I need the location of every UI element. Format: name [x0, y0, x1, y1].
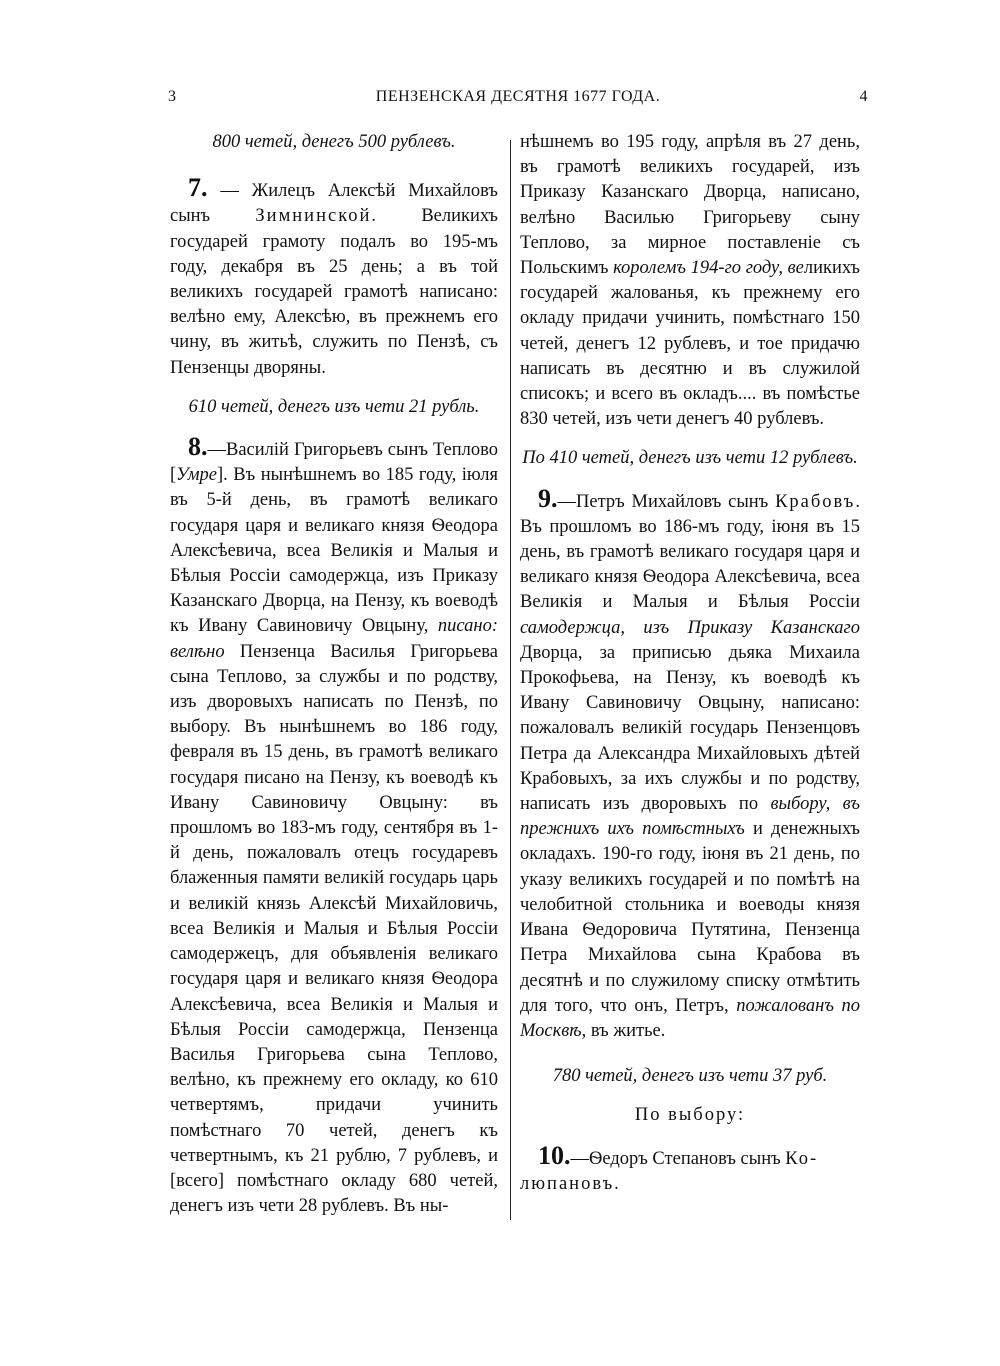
entry-8: [170, 434, 498, 1219]
spacer: [520, 432, 860, 446]
entry-8-continuation: [520, 130, 860, 432]
entry-9-text-d: и денежныхъ окладахъ. 190-го году, іюня въ 21 день, по указу великихъ государей и по помѣтѣ на челобитной стольника и воеводы князя Ивана Ѳедоровича Путятина, Пензенца Петра Михайлова сына Крабова въ десятнѣ и по служилому списку отмѣтить для того, что онъ, Петръ,: [520, 819, 860, 1016]
entry-9-italic-2: выбору, въ прежнихъ ихъ помѣстныхъ: [520, 794, 860, 840]
entry-8-text-a: —Василій Григорьевъ сынъ Теплово [: [170, 440, 498, 486]
spacer: [170, 420, 498, 434]
continuation-italic: королемъ 194-го году, ве: [613, 258, 804, 279]
continuation-text-a: нѣшнемъ во 195 году, апрѣля въ 27 день, въ грамотѣ великихъ государей, изъ Приказу Казанскаго Дворца, написано, велѣно Василью Григорьеву сыну Теплово, за мирное поставленіе съ Польскимъ: [520, 132, 860, 279]
entry-10-surname-part-1: Ко-: [785, 1148, 819, 1169]
spacer: [520, 472, 860, 486]
entry-7: [170, 175, 498, 381]
entry-8-pisano: писано: велѣно: [170, 616, 498, 662]
spacer: [520, 1044, 860, 1064]
entry-9-text-a: —Петръ Михайловъ сынъ: [557, 491, 776, 512]
entry-8-text-b: ]. Въ нынѣшнемъ во 185 году, іюля въ 5-й день, въ грамотѣ великаго государя царя и великаго князя Ѳеодора Алексѣевича, всеа Великія и Малыя и Бѣлыя Россіи самодержца, изъ Приказу Казанскаго Дворца, на Пензу, къ воеводѣ къ Ивану Савиновичу Овцыну,: [170, 465, 498, 637]
po-vyboru-heading: По выбору:: [634, 1105, 746, 1126]
entry-10-number: 10.: [538, 1140, 571, 1170]
running-title: ПЕНЗЕНСКАЯ ДЕСЯТНЯ 1677 ГОДА.: [375, 88, 661, 105]
entry-8-text-c: Пензенца Василья Григорьева сына Теплово, за службы и по родству, изъ дворовыхъ написать по Пензѣ, по выбору. Въ нынѣшнемъ во 186 году, февраля въ 15 день, въ грамотѣ великаго государя писано на Пензу, къ воеводѣ къ Ивану Савиновичу Овцыну: въ прошломъ во 183-мъ году, сентября въ 1-й день, пожаловалъ отецъ государевъ блаженныя памяти великій государь царь и великій князь Алексѣй Михайловичь, всеа Великія и Малыя и Бѣлыя Россіи самодержецъ, для объявленія великаго государя царя и великаго князя Ѳеодора Алексѣевича, всеа Великія и Малыя и Бѣлыя Россіи самодержца, Пензенца Василья Григорьева сына Теплово, велѣно, къ прежнему его окладу, ко 610 четвертямъ, придачи учинить помѣстнаго 70 четей, денегъ къ четвертнымъ, къ 21 рублю, 7 рублевъ, и [всего] помѣстнаго окладу 680 четей, денегъ изъ чети 28 рублевъ. Въ ны-: [170, 641, 498, 1217]
entry-7-text-b: . Великихъ государей грамоту подалъ во 195-мъ году, декабря въ 25 день; а въ той великихъ государей грамотѣ написано: велѣно ему, Алексѣю, въ прежнемъ его чину, въ житьѣ, служить по Пензѣ, съ Пензенцы дворяны.: [170, 206, 499, 378]
column-divider: [510, 140, 511, 1220]
entry-9-number: 9.: [538, 483, 558, 513]
entry-10-surname-part-2: люпановъ: [520, 1173, 615, 1194]
entry-9-italic-3: пожалованъ по Москвѣ: [520, 995, 860, 1041]
page-header: [168, 88, 868, 114]
spacer: [520, 1089, 860, 1103]
entry-9-text-c: Дворца, за приписью дьяка Михаила Прокофьева, на Пензу, къ воеводѣ къ Ивану Савиновичу Овцыну, написано: пожаловалъ великій государь Пензенцовъ Петра да Александра Михайловыхъ дѣтей Крабовыхъ, за ихъ службы и по родству, написать изъ дворовыхъ по: [520, 642, 860, 815]
page-number-right: 4: [859, 88, 868, 105]
entry-8-umre: Умре: [176, 465, 217, 486]
page-number-left: 3: [168, 88, 177, 105]
entry-8-number: 8.: [188, 432, 208, 462]
spacer: [520, 1129, 860, 1143]
heading-410-chetey: По 410 четей, денегъ изъ чети 12 рублевъ.: [522, 448, 858, 469]
spacer: [170, 155, 498, 175]
entry-9-italic-1: самодержца, изъ Приказу Казанскаго: [520, 617, 860, 638]
entry-10: [520, 1140, 860, 1197]
entry-10-end: .: [614, 1173, 619, 1194]
entry-7-text-a: — Жилецъ Алексѣй Михайловъ сынъ: [170, 181, 498, 227]
entry-9-text-e: , въ житье.: [581, 1020, 666, 1041]
entry-10-text-a: —Ѳедоръ Степановъ сынъ: [570, 1148, 786, 1169]
heading-800-chetey: 800 четей, денегъ 500 рублевъ.: [212, 132, 456, 152]
heading-780-chetey: 780 четей, денегъ изъ чети 37 руб.: [552, 1066, 828, 1087]
entry-7-surname: Зимнинской: [255, 206, 372, 227]
entry-9-text-b: . Въ прошломъ во 186-мъ году, іюня въ 15 день, въ грамотѣ великаго государя царя и великаго князя Ѳеодора Алексѣевича, всеа Великія и Малыя и Бѣлыя Россіи: [520, 491, 860, 613]
entry-9: [520, 483, 860, 1044]
heading-610-chetey: 610 четей, денегъ изъ чети 21 рубль.: [188, 396, 480, 417]
entry-7-number: 7.: [188, 173, 208, 203]
entry-9-surname: Крабовъ: [775, 491, 856, 512]
right-column: [520, 130, 860, 1197]
spacer: [170, 381, 498, 395]
continuation-text-b: ликихъ государей жалованья, къ прежнему его окладу придачи учинить, помѣстнаго 150 четей, денегъ 12 рублевъ, и тое придачю написать въ десятню и въ служилой списокъ; и всего въ окладъ.... въ помѣстье 830 четей, изъ чети денегъ 40 рублевъ.: [520, 258, 860, 430]
left-column: [170, 130, 498, 1219]
